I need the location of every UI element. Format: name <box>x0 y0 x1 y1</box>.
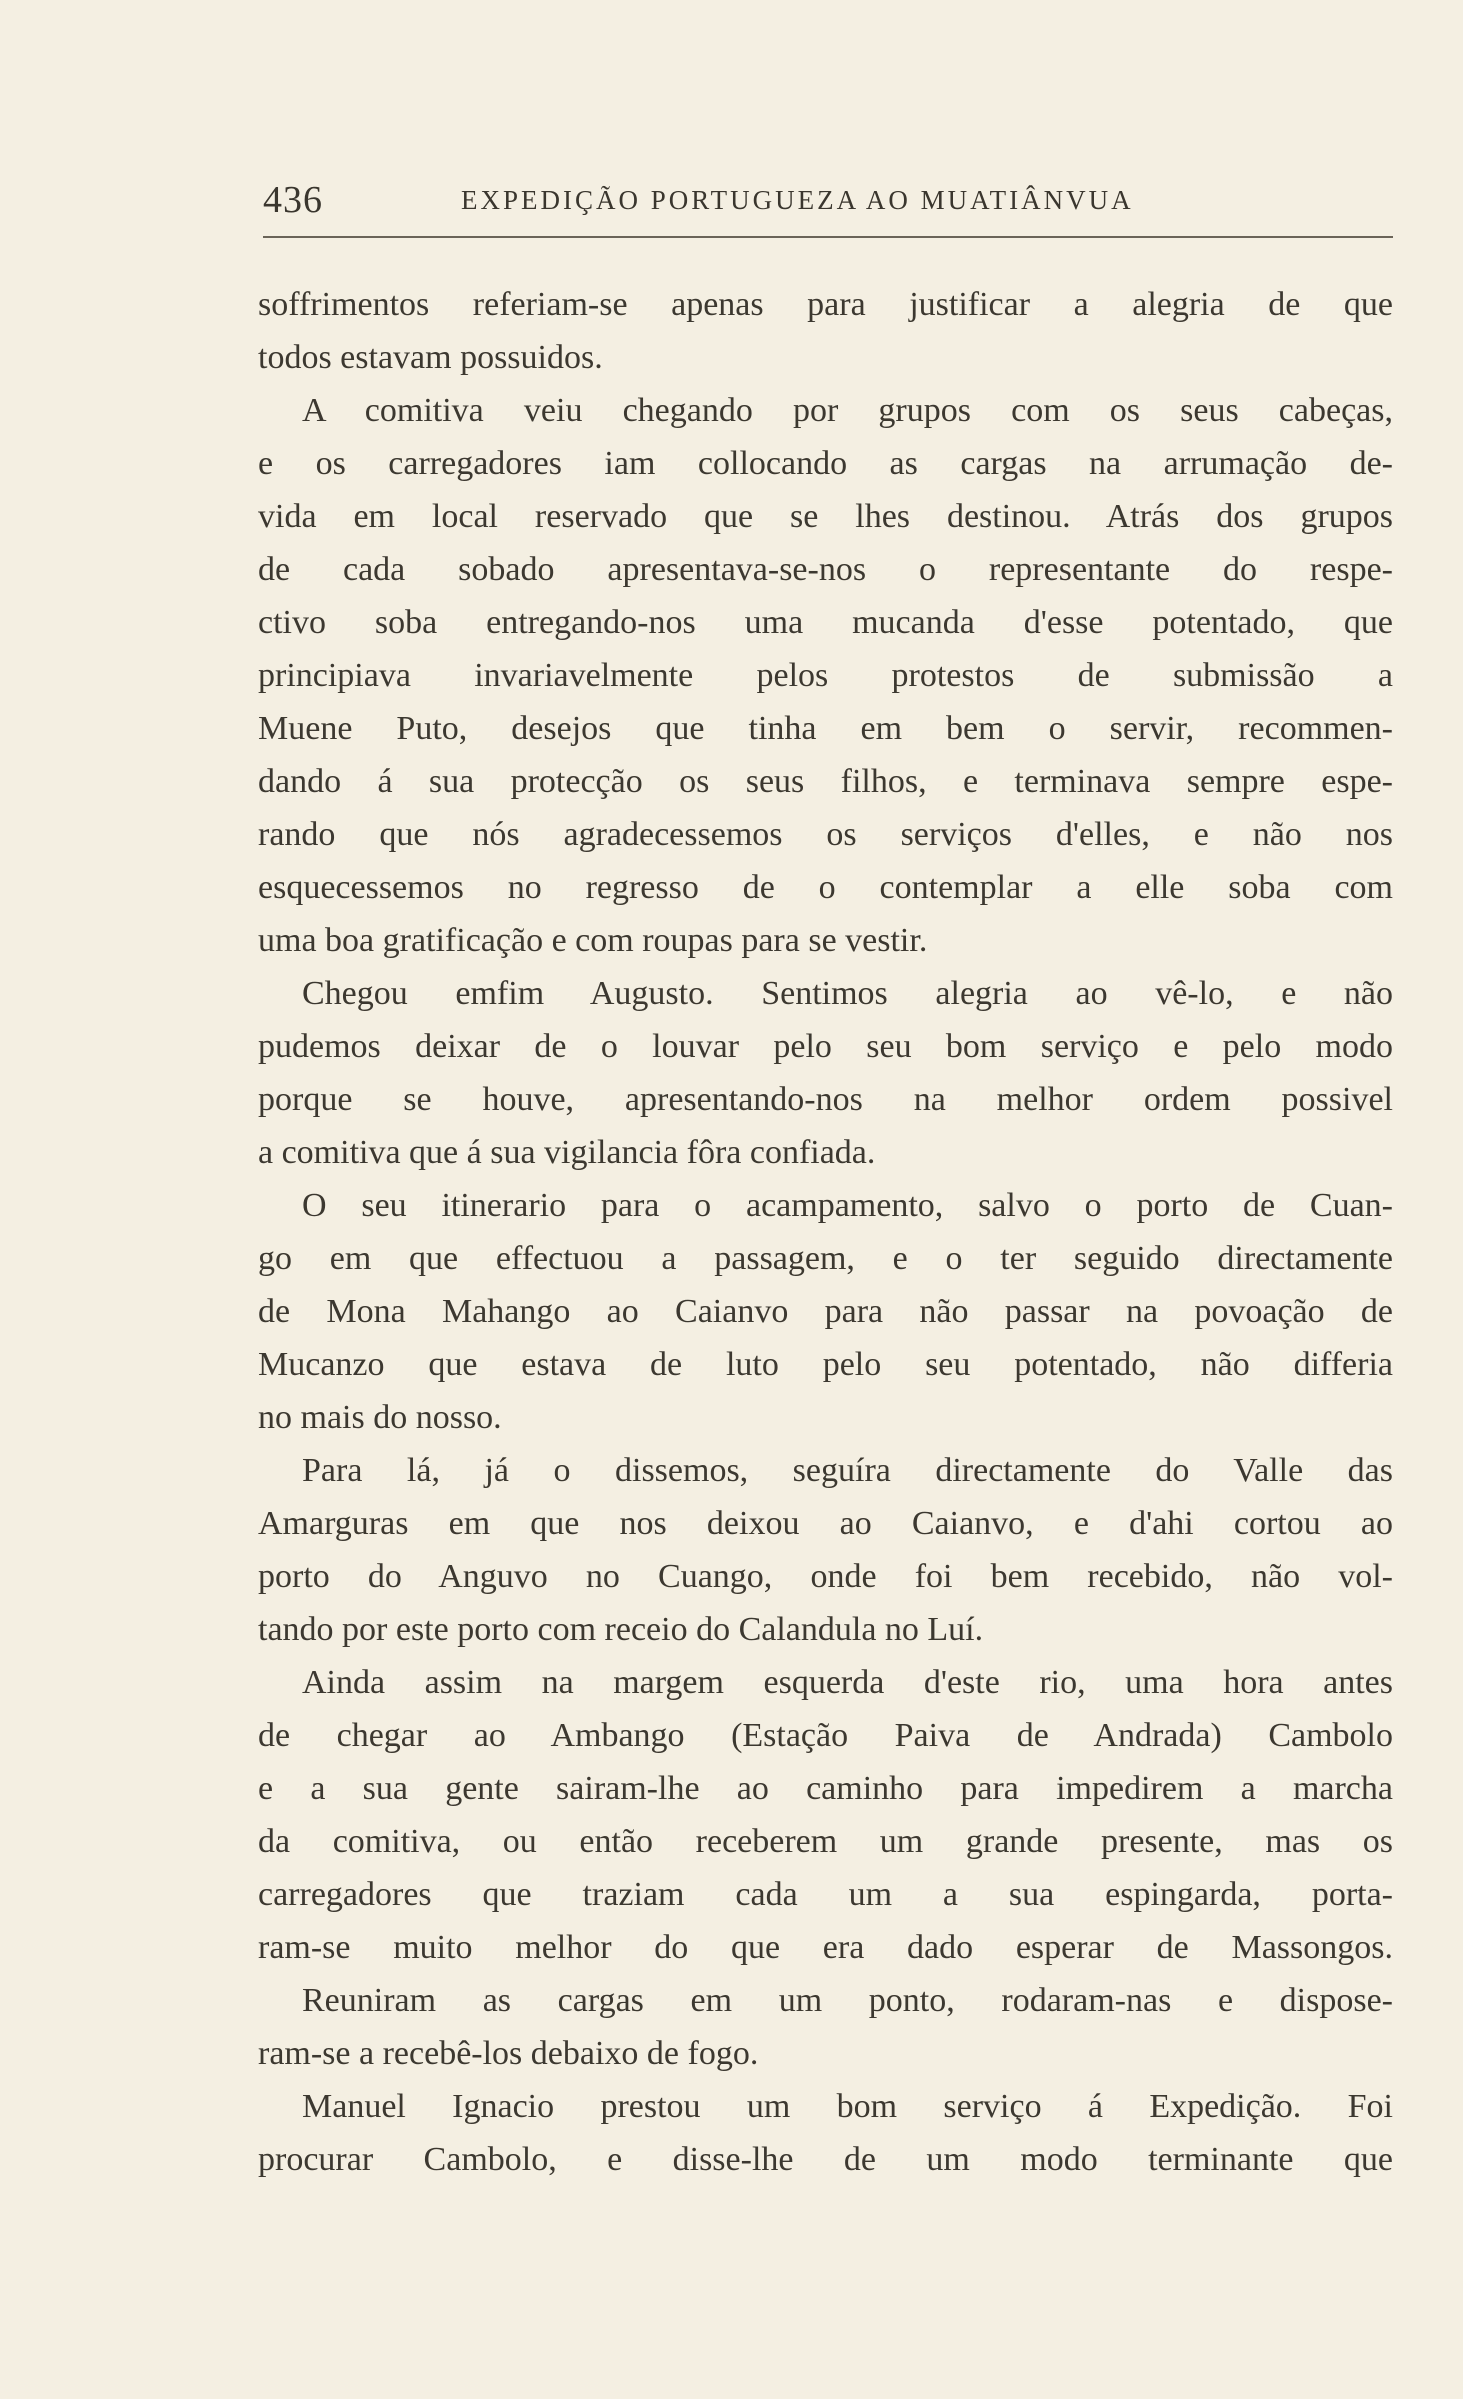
text-line: Chegou emfim Augusto. Sentimos alegria ao vê-lo, e não <box>302 975 1393 1012</box>
text-line: de Mona Mahango ao Caianvo para não passar na povoação de <box>258 1293 1393 1330</box>
text-line: de cada sobado apresentava-se-nos o representante do respe- <box>258 551 1393 588</box>
text-line: Amarguras em que nos deixou ao Caianvo, e d'ahi cortou ao <box>258 1505 1393 1542</box>
text-line: tando por este porto com receio do Calandula no Luí. <box>258 1611 984 1648</box>
text-line: Manuel Ignacio prestou um bom serviço á Expedição. Foi <box>302 2088 1393 2125</box>
text-line: a comitiva que á sua vigilancia fôra confiada. <box>258 1134 876 1171</box>
text-line: Muene Puto, desejos que tinha em bem o servir, recommen- <box>258 710 1393 747</box>
text-line: no mais do nosso. <box>258 1399 502 1436</box>
text-line: ram-se a recebê-los debaixo de fogo. <box>258 2035 759 2072</box>
text-line: porto do Anguvo no Cuango, onde foi bem recebido, não vol- <box>258 1558 1393 1595</box>
body-text <box>258 278 1393 2186</box>
text-line: de chegar ao Ambango (Estação Paiva de Andrada) Cambolo <box>258 1717 1393 1754</box>
text-line: carregadores que traziam cada um a sua espingarda, porta- <box>258 1876 1393 1913</box>
text-line: soffrimentos referiam-se apenas para justificar a alegria de que <box>258 286 1393 323</box>
text-line: ram-se muito melhor do que era dado esperar de Massongos. <box>258 1929 1393 1966</box>
text-line: Mucanzo que estava de luto pelo seu potentado, não differia <box>258 1346 1393 1383</box>
text-line: porque se houve, apresentando-nos na melhor ordem possivel <box>258 1081 1393 1118</box>
page-header <box>263 170 1393 230</box>
header-rule <box>263 236 1393 238</box>
text-line: procurar Cambolo, e disse-lhe de um modo terminante que <box>258 2141 1393 2178</box>
text-line: e a sua gente sairam-lhe ao caminho para impedirem a marcha <box>258 1770 1393 1807</box>
text-line: go em que effectuou a passagem, e o ter seguido directamente <box>258 1240 1393 1277</box>
text-line: Para lá, já o dissemos, seguíra directamente do Valle das <box>302 1452 1393 1489</box>
text-line: e os carregadores iam collocando as cargas na arrumação de- <box>258 445 1393 482</box>
text-line: vida em local reservado que se lhes destinou. Atrás dos grupos <box>258 498 1393 535</box>
text-line: rando que nós agradecessemos os serviços d'elles, e não nos <box>258 816 1393 853</box>
text-line: O seu itinerario para o acampamento, salvo o porto de Cuan- <box>302 1187 1393 1224</box>
text-line: todos estavam possuidos. <box>258 339 603 376</box>
text-line: A comitiva veiu chegando por grupos com os seus cabeças, <box>302 392 1393 429</box>
text-line: esquecessemos no regresso de o contemplar a elle soba com <box>258 869 1393 906</box>
text-line: da comitiva, ou então receberem um grande presente, mas os <box>258 1823 1393 1860</box>
text-line: Reuniram as cargas em um ponto, rodaram-nas e dispose- <box>302 1982 1393 2019</box>
text-line: dando á sua protecção os seus filhos, e terminava sempre espe- <box>258 763 1393 800</box>
page-number: 436 <box>263 179 323 221</box>
text-line: Ainda assim na margem esquerda d'este rio, uma hora antes <box>302 1664 1393 1701</box>
text-line: principiava invariavelmente pelos protestos de submissão a <box>258 657 1393 694</box>
text-line: uma boa gratificação e com roupas para se vestir. <box>258 922 928 959</box>
text-line: pudemos deixar de o louvar pelo seu bom serviço e pelo modo <box>258 1028 1393 1065</box>
running-title: EXPEDIÇÃO PORTUGUEZA AO MUATIÂNVUA <box>461 185 1134 215</box>
text-line: ctivo soba entregando-nos uma mucanda d'esse potentado, que <box>258 604 1393 641</box>
